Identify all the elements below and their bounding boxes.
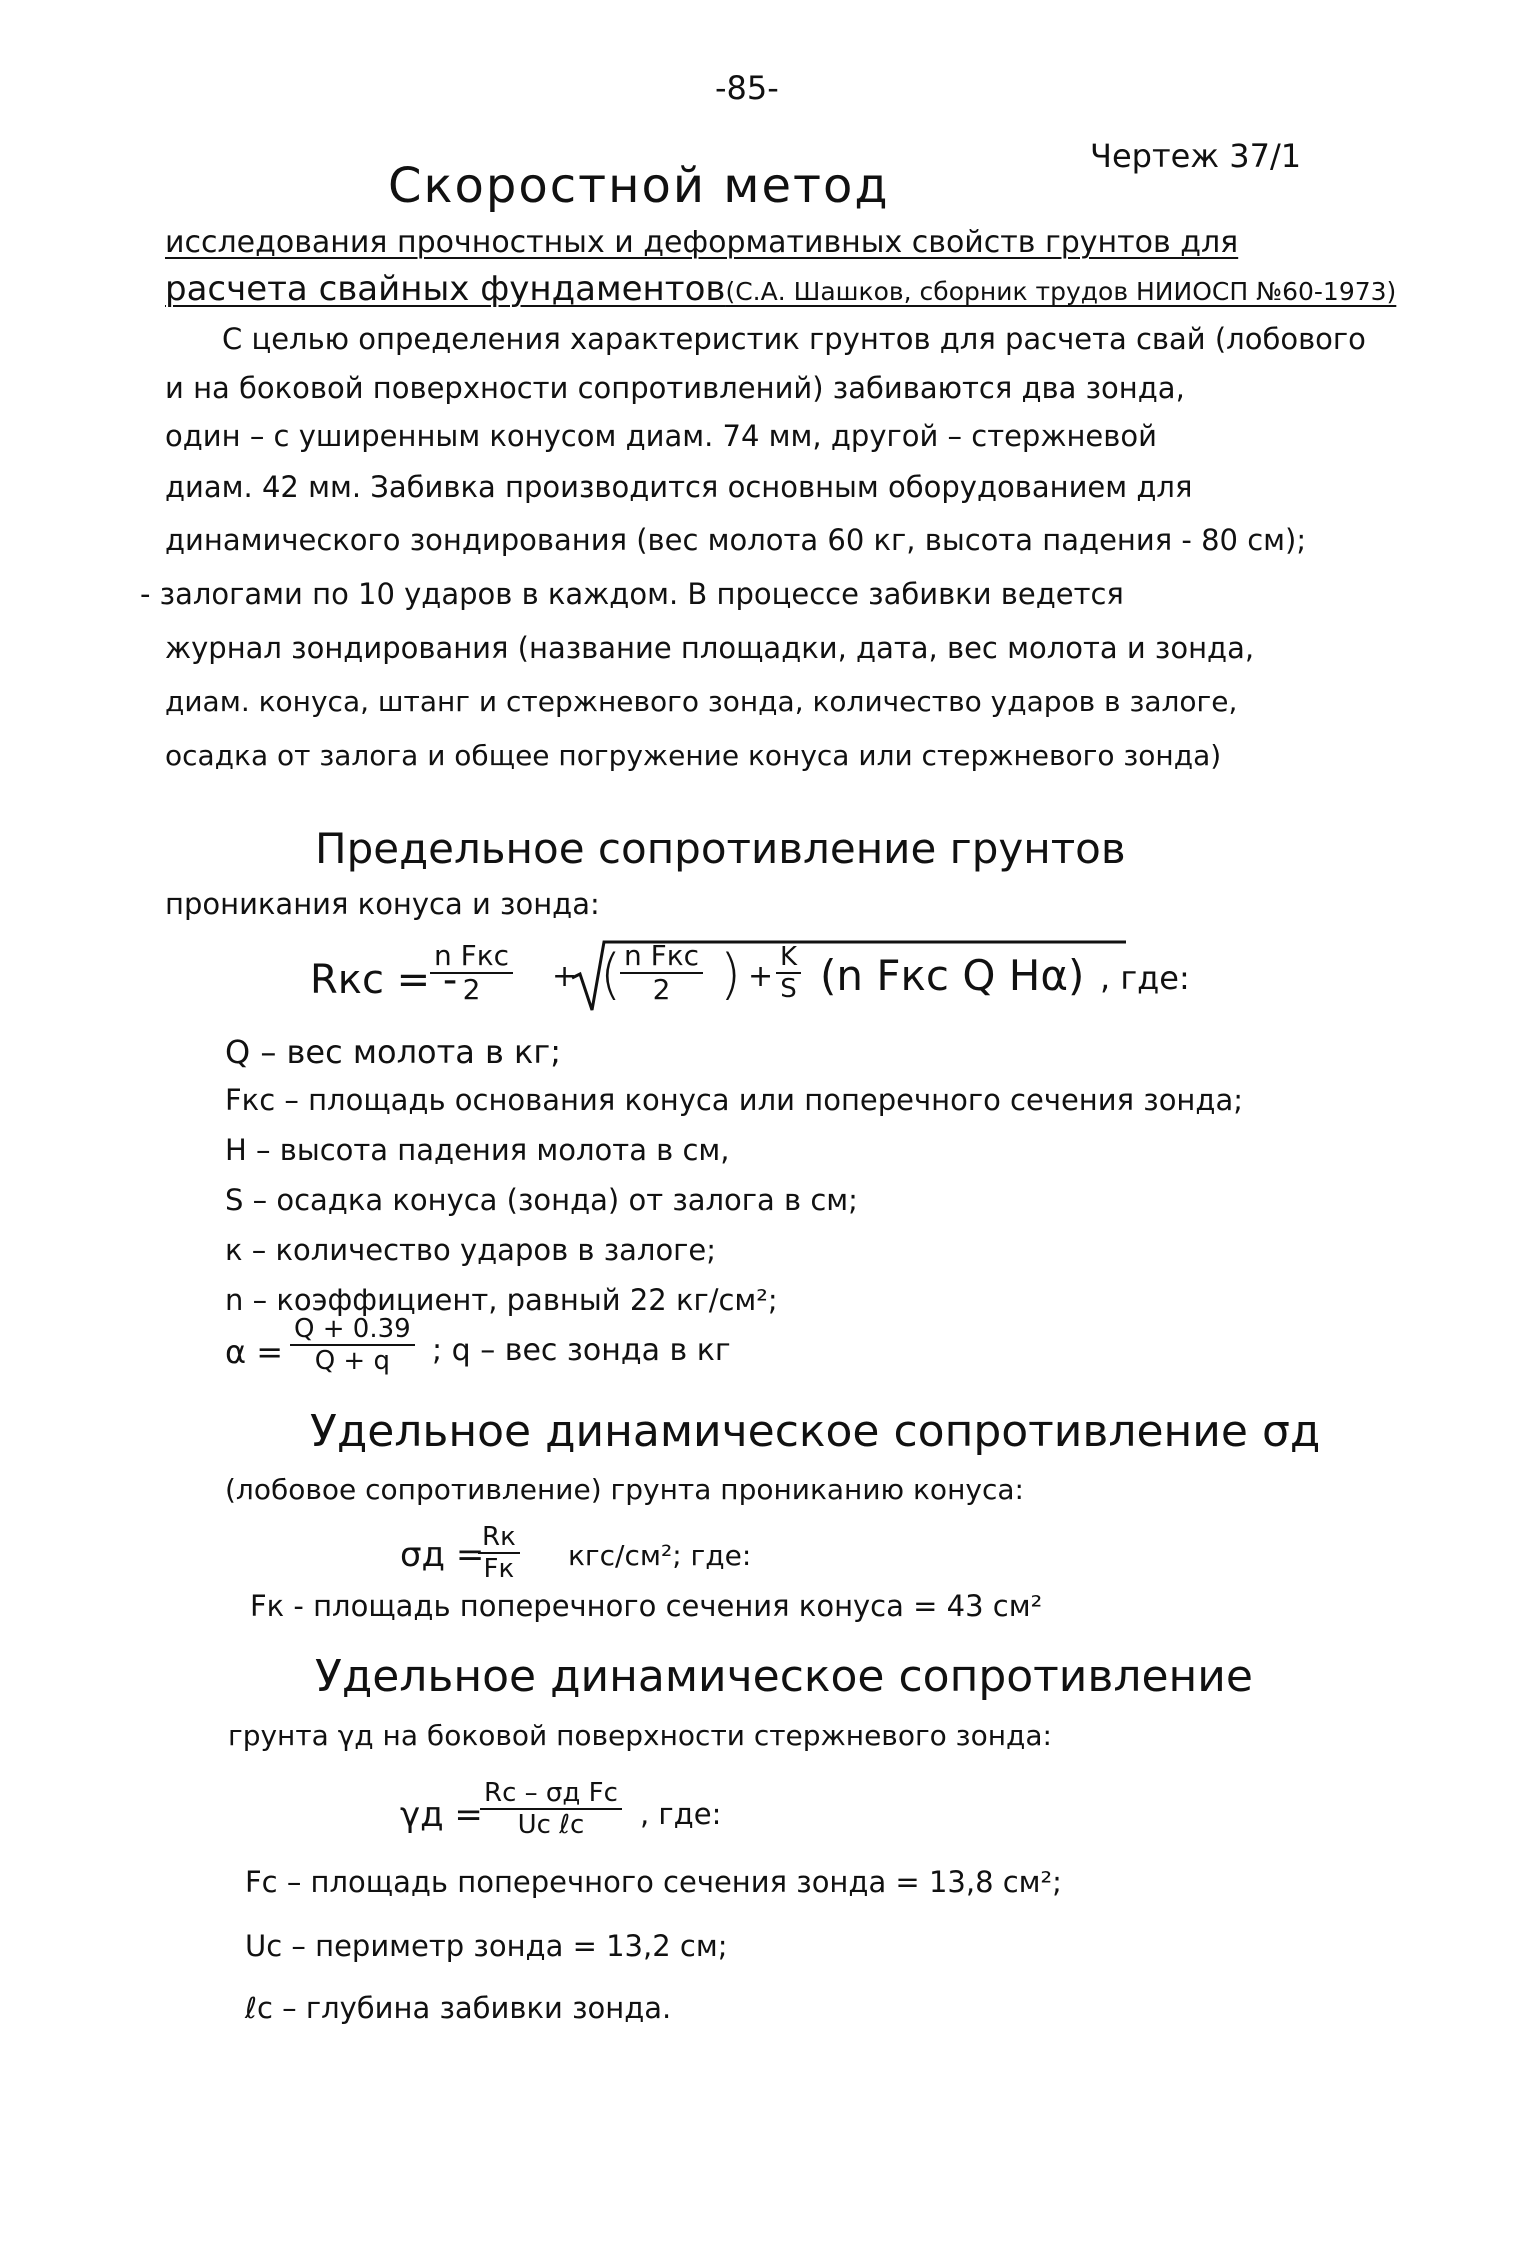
- gamma-rest: , где:: [640, 1797, 722, 1831]
- intro-line: - залогами по 10 ударов в каждом. В процессе забивки ведется: [140, 577, 1124, 611]
- definition-item: Q – вес молота в кг;: [225, 1033, 561, 1071]
- definition-item: S – осадка конуса (зонда) от залога в см;: [225, 1183, 858, 1217]
- intro-line: осадка от залога и общее погружение конуса или стержневого зонда): [165, 739, 1222, 772]
- formula-plus: +: [748, 959, 774, 994]
- fraction-numerator: Rк: [478, 1524, 520, 1554]
- page-title: Скоростной метод: [388, 158, 890, 214]
- intro-line: диам. конуса, штанг и стержневого зонда, количество ударов в залоге,: [165, 685, 1238, 718]
- fraction-denominator: 2: [462, 973, 481, 1006]
- fraction-denominator: Q + q: [314, 1346, 390, 1376]
- fraction-denominator: S: [780, 974, 797, 1004]
- intro-line: один – с уширенным конусом диам. 74 мм, другой – стержневой: [165, 419, 1157, 453]
- page-number: -85-: [715, 69, 779, 107]
- section-lead: проникания конуса и зонда:: [165, 887, 600, 921]
- section-heading-lateral-resistance: Удельное динамическое сопротивление: [315, 1651, 1253, 1702]
- sigma-lhs: σд =: [400, 1535, 485, 1575]
- intro-line: журнал зондирования (название площадки, дата, вес молота и зонда,: [165, 631, 1255, 665]
- fraction-denominator: Uc ℓc: [517, 1810, 585, 1840]
- definition-item: Fк - площадь поперечного сечения конуса = 43 см²: [250, 1589, 1043, 1623]
- formula-fraction: [430, 939, 513, 1006]
- definition-item: Fc – площадь поперечного сечения зонда = 13,8 см²;: [245, 1865, 1062, 1899]
- formula-fraction: [620, 939, 703, 1006]
- gamma-lhs: γд =: [400, 1795, 483, 1835]
- fraction-denominator: 2: [652, 973, 671, 1006]
- gamma-fraction: [480, 1780, 622, 1838]
- definition-item: Fкс – площадь основания конуса или поперечного сечения зонда;: [225, 1083, 1243, 1117]
- subtitle-source: (С.А. Шашков, сборник трудов НИИОСП №60-1973): [725, 277, 1397, 306]
- fraction-numerator: K: [776, 944, 801, 974]
- definition-item: к – количество ударов в залоге;: [225, 1233, 717, 1267]
- section-heading-ultimate-resistance: Предельное сопротивление грунтов: [315, 824, 1126, 873]
- alpha-fraction: [290, 1316, 415, 1374]
- fraction-numerator: Rc – σд Fc: [480, 1780, 622, 1810]
- section-heading-frontal-resistance: Удельное динамическое сопротивление σд: [310, 1406, 1321, 1457]
- fraction-denominator: Fк: [483, 1554, 515, 1584]
- definition-item: Uc – периметр зонда = 13,2 см;: [245, 1929, 728, 1963]
- section-lead: грунта γд на боковой поверхности стержневого зонда:: [228, 1719, 1052, 1752]
- definition-item: ℓc – глубина забивки зонда.: [245, 1991, 672, 2025]
- fraction-numerator: n Fкс: [430, 942, 513, 974]
- intro-line: и на боковой поверхности сопротивлений) забиваются два зонда,: [165, 371, 1185, 405]
- formula-plus: +: [552, 959, 578, 994]
- section-lead: (лобовое сопротивление) грунта прониканию конуса:: [225, 1473, 1024, 1506]
- sigma-fraction: [478, 1524, 520, 1582]
- formula-tail: (n Fкс Q Hα): [820, 951, 1085, 1000]
- alpha-rest: ; q – вес зонда в кг: [432, 1333, 731, 1368]
- definition-item: n – коэффициент, равный 22 кг/см²;: [225, 1283, 778, 1317]
- drawing-reference: Чертеж 37/1: [1090, 137, 1302, 175]
- formula-lhs: Rкс = -: [310, 957, 458, 1003]
- alpha-lhs: α =: [225, 1333, 284, 1371]
- formula-fraction: [776, 944, 801, 1002]
- paren-open: (: [600, 943, 622, 1006]
- formula-where: , где:: [1100, 959, 1190, 997]
- intro-line: С целью определения характеристик грунтов для расчета свай (лобового: [222, 322, 1366, 356]
- paren-close: ): [720, 943, 742, 1006]
- fraction-numerator: Q + 0.39: [290, 1316, 415, 1346]
- intro-line: диам. 42 мм. Забивка производится основным оборудованием для: [165, 470, 1193, 504]
- fraction-numerator: n Fкс: [620, 942, 703, 974]
- sigma-rest: кгс/см²; где:: [568, 1539, 752, 1572]
- subtitle-main: расчета свайных фундаментов: [165, 269, 726, 309]
- subtitle-line-2: [165, 269, 1397, 309]
- definition-item: H – высота падения молота в см,: [225, 1133, 730, 1167]
- subtitle-line-1: исследования прочностных и деформативных свойств грунтов для: [165, 225, 1239, 260]
- intro-line: динамического зондирования (вес молота 60 кг, высота падения - 80 см);: [165, 523, 1307, 557]
